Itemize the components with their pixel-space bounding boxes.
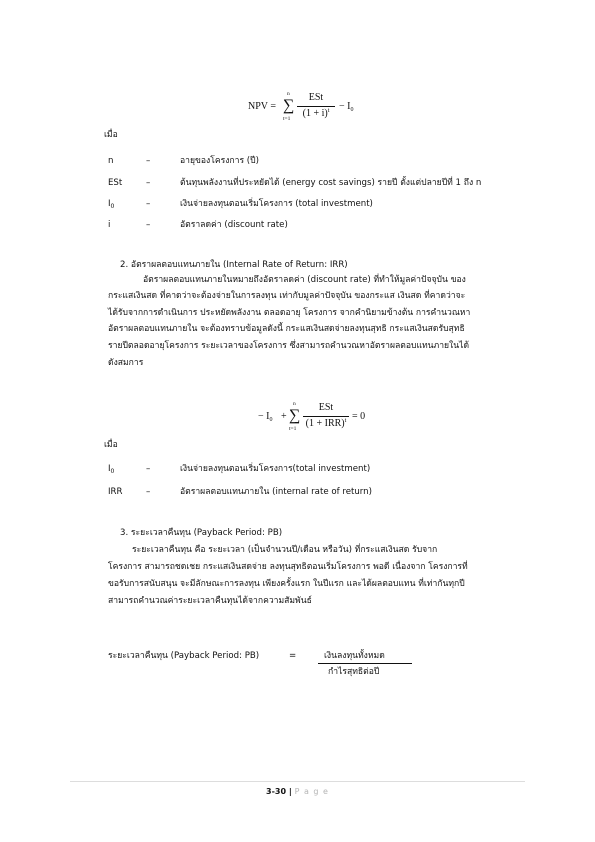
payback-numerator: เงินลงทุนทั้งหมด — [324, 651, 385, 661]
irr-sigma-upper: n — [293, 401, 296, 407]
section-2-line: ได้รับจากการดำเนินการ ประหยัดพลังงาน ตลอดอายุ โครงการ จากคำนิยามข้างต้น การคำนวณหา — [108, 308, 471, 318]
section-2-line: อัตราผลตอบแทนภายใน จะต้องทราบข้อมูลดังนี้ กระแสเงินสดจ่ายลงทุนสุทธิ กระแสเงินสดรับสุทธิ — [108, 324, 465, 334]
def-desc-est: ต้นทุนพลังงานที่ประหยัดได้ (energy cost savings) รายปี ตั้งแต่ปลายปีที่ 1 ถึง n — [180, 178, 482, 188]
npv-denominator: (1 + i) — [302, 108, 328, 119]
irr-plus: + — [281, 411, 287, 422]
section-2-line: กระแสเงินสด ที่คาดว่าจะต้องจ่ายในการลงทุน เท่ากับมูลค่าปัจจุบัน ของกระแส เงินสด ที่คาดว่าจะ — [108, 291, 466, 301]
payback-denominator: กำไรสุทธิต่อปี — [328, 667, 380, 677]
payback-label: ระยะเวลาคืนทุน (Payback Period: PB) — [108, 651, 260, 661]
page-word: P a g e — [294, 787, 329, 796]
npv-denominator-exponent: t — [327, 108, 330, 114]
def-dash: – — [146, 178, 151, 188]
npv-sigma-upper: n — [287, 91, 290, 97]
section-3-line: โครงการ สามารถชดเชย กระแสเงินสดจ่าย ลงทุนสุทธิตอนเริ่มโครงการ พอดี เนื่องจาก โครงการที่ — [108, 562, 468, 572]
payback-equals: = — [289, 651, 297, 661]
section-2-line: ดังสมการ — [108, 358, 144, 368]
section-2-line: อัตราผลตอบแทนภายในหมายถึงอัตราลดค่า (discount rate) ที่ทำให้มูลค่าปัจจุบัน ของ — [143, 275, 466, 285]
section-2-line: รายปีตลอดอายุโครงการ ระยะเวลาของโครงการ ซึ่งสามารถคำนวณหาอัตราผลตอบแทนภายในได้ — [108, 341, 470, 351]
def-desc-irr: อัตราผลตอบแทนภายใน (internal rate of return) — [180, 487, 372, 497]
page-footer — [0, 787, 595, 797]
npv-numerator: ESt — [308, 92, 324, 103]
def-desc-n: อายุของโครงการ (ปี) — [180, 156, 259, 166]
irr-sigma-lower: t=1 — [289, 426, 297, 432]
def-symbol-i0: $I_0$ — [108, 464, 115, 475]
irr-sigma: ∑ — [289, 407, 301, 424]
def-desc-i0: เงินจ่ายลงทุนตอนเริ่มโครงการ (total investment) — [180, 199, 373, 209]
footer-separator: | — [286, 787, 295, 796]
irr-rhs: = 0 — [352, 411, 366, 422]
where-label-2: เมื่อ — [104, 440, 118, 450]
section-3-line: ขอรับการสนับสนุน จะมีลักษณะการลงทุน เพียงครั้งแรก ในปีแรก และได้ผลตอบแทน ที่เท่ากันทุกปี — [108, 579, 465, 589]
def-symbol-est: ESt — [108, 178, 123, 188]
def-dash: – — [146, 220, 151, 230]
section-3-line: สามารถคำนวณค่าระยะเวลาคืนทุนได้จากความสัมพันธ์ — [108, 596, 312, 606]
section-2-heading: 2. อัตราผลตอบแทนภายใน (Internal Rate of Return: IRR) — [120, 260, 348, 270]
npv-sigma-lower: t=1 — [283, 116, 291, 122]
payback-fraction-line — [318, 663, 412, 664]
npv-fraction-line — [297, 106, 335, 107]
def-dash: – — [146, 487, 151, 497]
irr-lead: − $I_0$ — [258, 411, 273, 423]
section-3-line: ระยะเวลาคืนทุน คือ ระยะเวลา (เป็นจำนวนปี/เดือน หรือวัน) ที่กระแสเงินสด รับจาก — [132, 545, 438, 555]
def-dash: – — [146, 199, 151, 209]
page-number: 3-30 — [266, 787, 287, 796]
irr-denominator: (1 + IRR) — [305, 418, 345, 429]
def-symbol-irr: IRR — [108, 487, 123, 497]
def-symbol-n: n — [108, 156, 114, 166]
npv-sigma: ∑ — [283, 97, 295, 114]
irr-denominator-exponent: t — [344, 418, 347, 424]
section-3-heading: 3. ระยะเวลาคืนทุน (Payback Period: PB) — [120, 528, 283, 538]
def-desc-i: อัตราลดค่า (discount rate) — [180, 220, 288, 230]
def-symbol-i: i — [108, 220, 111, 230]
npv-lhs: NPV = — [248, 101, 276, 112]
npv-tail: − $I_0$ — [339, 101, 354, 113]
def-dash: – — [146, 156, 151, 166]
footer-divider — [70, 781, 525, 782]
irr-numerator: ESt — [318, 402, 334, 413]
def-dash: – — [146, 464, 151, 474]
def-symbol-i0: $I_0$ — [108, 199, 115, 210]
def-desc-i0: เงินจ่ายลงทุนตอนเริ่มโครงการ(total investment) — [180, 464, 371, 474]
irr-fraction-line — [303, 416, 349, 417]
where-label-1: เมื่อ — [104, 130, 118, 140]
